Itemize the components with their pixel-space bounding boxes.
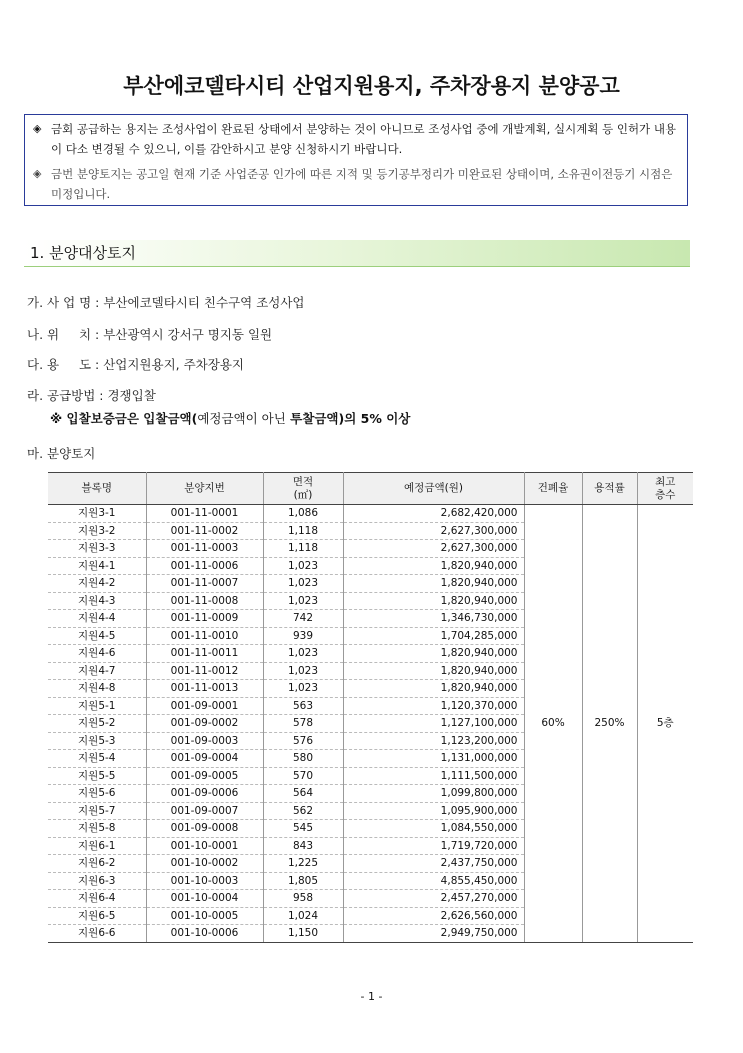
section-header-land: 1. 분양대상토지	[24, 240, 690, 267]
cell-area: 1,805	[263, 872, 343, 890]
cell-lot: 001-09-0004	[146, 750, 263, 768]
cell-block: 지원4-6	[48, 645, 146, 663]
cell-block: 지원3-2	[48, 522, 146, 540]
cell-area: 570	[263, 767, 343, 785]
cell-price: 1,131,000,000	[343, 750, 524, 768]
cell-price: 2,626,560,000	[343, 907, 524, 925]
diamond-bullet-icon: ◈	[33, 122, 42, 135]
cell-block: 지원4-8	[48, 680, 146, 698]
cell-price: 1,820,940,000	[343, 662, 524, 680]
header-coverage: 건폐율	[524, 473, 582, 505]
info-usage: 다. 용 도 : 산업지원용지, 주차장용지	[27, 357, 244, 372]
cell-block: 지원5-7	[48, 802, 146, 820]
cell-price: 1,820,940,000	[343, 645, 524, 663]
cell-price: 1,123,200,000	[343, 732, 524, 750]
cell-block: 지원5-6	[48, 785, 146, 803]
cell-price: 1,820,940,000	[343, 680, 524, 698]
notice-item-2	[33, 164, 681, 204]
cell-lot: 001-09-0007	[146, 802, 263, 820]
cell-price: 1,820,940,000	[343, 575, 524, 593]
cell-price: 2,437,750,000	[343, 855, 524, 873]
page-title: 부산에코델타시티 산업지원용지, 주차장용지 분양공고	[123, 74, 620, 98]
cell-price: 1,704,285,000	[343, 627, 524, 645]
info-project: 가. 사 업 명 : 부산에코델타시티 친수구역 조성사업	[27, 295, 305, 310]
cell-lot: 001-09-0006	[146, 785, 263, 803]
header-lot: 분양지번	[146, 473, 263, 505]
cell-lot: 001-11-0002	[146, 522, 263, 540]
cell-area: 1,023	[263, 592, 343, 610]
info-land: 마. 분양토지	[27, 446, 96, 461]
cell-lot: 001-10-0003	[146, 872, 263, 890]
cell-area: 1,023	[263, 557, 343, 575]
table-header-row	[48, 473, 693, 505]
cell-lot: 001-11-0011	[146, 645, 263, 663]
cell-coverage: 60%	[524, 505, 582, 943]
cell-block: 지원5-5	[48, 767, 146, 785]
cell-lot: 001-11-0001	[146, 505, 263, 523]
cell-price: 1,820,940,000	[343, 592, 524, 610]
cell-price: 1,095,900,000	[343, 802, 524, 820]
cell-area: 562	[263, 802, 343, 820]
cell-price: 1,084,550,000	[343, 820, 524, 838]
cell-area: 1,118	[263, 540, 343, 558]
cell-block: 지원4-5	[48, 627, 146, 645]
cell-area: 1,118	[263, 522, 343, 540]
cell-block: 지원3-3	[48, 540, 146, 558]
cell-price: 1,111,500,000	[343, 767, 524, 785]
cell-lot: 001-10-0002	[146, 855, 263, 873]
cell-price: 4,855,450,000	[343, 872, 524, 890]
cell-price: 1,120,370,000	[343, 697, 524, 715]
cell-floors: 5층	[637, 505, 693, 943]
deposit-note-suffix: 투찰금액)의 5% 이상	[285, 411, 411, 426]
cell-block: 지원6-4	[48, 890, 146, 908]
cell-area: 1,225	[263, 855, 343, 873]
cell-block: 지원5-2	[48, 715, 146, 733]
cell-lot: 001-11-0012	[146, 662, 263, 680]
cell-far: 250%	[582, 505, 637, 943]
cell-area: 1,023	[263, 680, 343, 698]
cell-block: 지원4-3	[48, 592, 146, 610]
cell-price: 2,682,420,000	[343, 505, 524, 523]
cell-area: 843	[263, 837, 343, 855]
cell-area: 1,023	[263, 645, 343, 663]
cell-area: 1,086	[263, 505, 343, 523]
cell-block: 지원4-4	[48, 610, 146, 628]
cell-lot: 001-11-0007	[146, 575, 263, 593]
info-method: 라. 공급방법 : 경쟁입찰	[27, 388, 156, 403]
cell-lot: 001-09-0008	[146, 820, 263, 838]
header-area-unit: (㎡)	[293, 488, 313, 501]
notice-text-2: 금번 분양토지는 공고일 현재 기준 사업준공 인가에 따른 지적 및 등기공부정리가 미완료된 상태이며, 소유권이전등기 시점은 미정입니다.	[51, 167, 673, 201]
header-floors	[637, 473, 693, 505]
cell-lot: 001-10-0005	[146, 907, 263, 925]
cell-price: 1,346,730,000	[343, 610, 524, 628]
cell-lot: 001-11-0009	[146, 610, 263, 628]
cell-lot: 001-10-0004	[146, 890, 263, 908]
cell-block: 지원5-1	[48, 697, 146, 715]
header-area-label: 면적	[292, 475, 314, 488]
cell-block: 지원6-2	[48, 855, 146, 873]
cell-price: 2,627,300,000	[343, 540, 524, 558]
cell-lot: 001-11-0010	[146, 627, 263, 645]
cell-block: 지원6-3	[48, 872, 146, 890]
cell-block: 지원6-1	[48, 837, 146, 855]
cell-block: 지원4-1	[48, 557, 146, 575]
cell-lot: 001-11-0003	[146, 540, 263, 558]
cell-lot: 001-10-0006	[146, 925, 263, 943]
cell-lot: 001-09-0003	[146, 732, 263, 750]
cell-block: 지원6-6	[48, 925, 146, 943]
cell-area: 1,024	[263, 907, 343, 925]
header-block: 블록명	[48, 473, 146, 505]
cell-lot: 001-11-0006	[146, 557, 263, 575]
info-location: 나. 위 치 : 부산광역시 강서구 명지동 일원	[27, 327, 273, 342]
parcel-table	[48, 472, 693, 943]
cell-area: 939	[263, 627, 343, 645]
cell-lot: 001-09-0005	[146, 767, 263, 785]
cell-price: 1,127,100,000	[343, 715, 524, 733]
cell-area: 576	[263, 732, 343, 750]
cell-area: 563	[263, 697, 343, 715]
cell-area: 1,150	[263, 925, 343, 943]
cell-lot: 001-11-0013	[146, 680, 263, 698]
diamond-bullet-icon: ◈	[33, 167, 42, 180]
header-area	[263, 473, 343, 505]
cell-area: 1,023	[263, 662, 343, 680]
header-price: 예정금액(원)	[343, 473, 524, 505]
cell-area: 958	[263, 890, 343, 908]
header-floors-2: 층수	[655, 488, 676, 501]
cell-lot: 001-09-0001	[146, 697, 263, 715]
cell-lot: 001-09-0002	[146, 715, 263, 733]
cell-area: 564	[263, 785, 343, 803]
cell-block: 지원5-4	[48, 750, 146, 768]
cell-block: 지원6-5	[48, 907, 146, 925]
table-row	[48, 505, 693, 523]
cell-area: 580	[263, 750, 343, 768]
header-far: 용적률	[582, 473, 637, 505]
cell-block: 지원4-7	[48, 662, 146, 680]
cell-area: 1,023	[263, 575, 343, 593]
cell-lot: 001-11-0008	[146, 592, 263, 610]
cell-block: 지원4-2	[48, 575, 146, 593]
deposit-note-middle: 예정금액이 아닌	[197, 411, 286, 426]
deposit-note	[50, 409, 410, 427]
header-floors-1: 최고	[655, 475, 676, 488]
cell-price: 1,719,720,000	[343, 837, 524, 855]
cell-block: 지원3-1	[48, 505, 146, 523]
notice-item-1	[33, 119, 681, 159]
cell-area: 742	[263, 610, 343, 628]
cell-price: 2,457,270,000	[343, 890, 524, 908]
cell-block: 지원5-8	[48, 820, 146, 838]
cell-price: 1,099,800,000	[343, 785, 524, 803]
cell-price: 1,820,940,000	[343, 557, 524, 575]
cell-price: 2,949,750,000	[343, 925, 524, 943]
cell-block: 지원5-3	[48, 732, 146, 750]
cell-lot: 001-10-0001	[146, 837, 263, 855]
cell-price: 2,627,300,000	[343, 522, 524, 540]
cell-area: 545	[263, 820, 343, 838]
deposit-note-prefix: ※ 입찰보증금은 입찰금액(	[50, 411, 198, 426]
notice-box	[24, 114, 688, 206]
notice-text-1: 금회 공급하는 용지는 조성사업이 완료된 상태에서 분양하는 것이 아니므로 조성사업 중에 개발계획, 실시계획 등 인허가 내용이 다소 변경될 수 있으니, 이를 감안하시고 분양 신청하시기 바랍니다.	[51, 122, 677, 156]
cell-area: 578	[263, 715, 343, 733]
page-number: - 1 -	[360, 990, 383, 1003]
